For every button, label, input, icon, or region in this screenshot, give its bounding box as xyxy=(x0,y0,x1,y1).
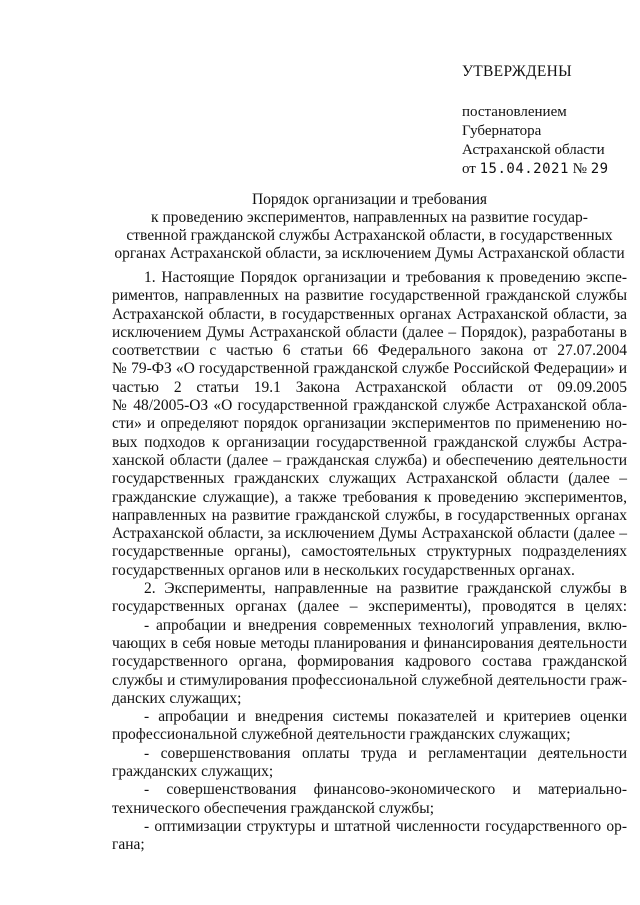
approval-date: 15.04.2021 xyxy=(479,161,569,177)
list-item-line: - апробации и внедрения современных технологий управления, вклю- xyxy=(144,616,627,634)
body-line: ханской области (далее – гражданская служба) и обеспечению деятельности xyxy=(112,451,627,469)
body-line: государственных гражданских служащих Астраханской области (далее – xyxy=(112,470,627,488)
body-line: государственных органов или в нескольких государственных органах. xyxy=(112,561,575,579)
list-item-line: - совершенствования финансово-экономического и материально- xyxy=(144,781,627,799)
approval-line: постановлением xyxy=(462,104,567,120)
body-line: Астраханской области, в государственных органах Астраханской области, за xyxy=(112,305,627,323)
body-line: 2. Эксперименты, направленные на развитие гражданской службы в xyxy=(144,580,627,598)
approval-number: 29 xyxy=(590,161,609,177)
list-item-line: чающих в себя новые методы планирования и финансирования деятельности xyxy=(112,634,627,652)
title-line: к проведению экспериментов, направленных на развитие государ- xyxy=(151,209,588,226)
document-title xyxy=(112,191,627,263)
list-item-line: - оптимизации структуры и штатной численности государственного ор- xyxy=(144,817,627,835)
list-item-line: - апробации и внедрения системы показателей и критериев оценки xyxy=(144,708,627,726)
list-item-line: службы и стимулирования профессиональной служебной деятельности граж- xyxy=(112,671,627,689)
title-line: ственной гражданской службы Астраханской области, в государственных xyxy=(126,227,613,244)
list-item-line: - совершенствования оплаты труда и регламентации деятельности xyxy=(144,744,627,762)
number-sign: № xyxy=(572,161,587,177)
title-line: Порядок организации и требования xyxy=(251,191,488,208)
list-item-line: гражданских служащих; xyxy=(112,763,274,781)
body-line: гражданские служащие), а также требования к проведению экспериментов, xyxy=(112,488,627,506)
body-line: вых подходов к организации государственной гражданской службы Астра- xyxy=(112,433,627,451)
body-line: риментов, направленных на развитие государственной гражданской службы xyxy=(112,287,627,305)
approval-line: Астраханской области xyxy=(462,142,605,158)
body-line: Астраханской области, за исключением Думы Астраханской области (далее – xyxy=(112,525,627,543)
list-item-line: государственного органа, формирования кадрового состава гражданской xyxy=(112,653,627,671)
body-line: 1. Настоящие Порядок организации и требования к проведению экспе- xyxy=(144,269,627,286)
title-line: органах Астраханской области, за исключением Думы Астраханской области xyxy=(114,245,625,262)
approval-line: Губернатора xyxy=(462,123,542,139)
list-item-line: гана; xyxy=(112,836,145,854)
body-line: частью 2 статьи 19.1 Закона Астраханской области от 09.09.2005 xyxy=(112,378,627,396)
approval-heading: УТВЕРЖДЕНЫ xyxy=(462,63,572,80)
body-line: № 48/2005-ОЗ «О государственной гражданской службе Астраханской обла- xyxy=(112,397,627,415)
date-prefix: от xyxy=(462,161,476,177)
approval-block xyxy=(462,62,632,179)
body-line: № 79-ФЗ «О государственной гражданской службе Российской Федерации» и xyxy=(112,360,627,378)
list-item-line: данских служащих; xyxy=(112,689,242,707)
body-line: соответствии с частью 6 статьи 66 Федерального закона от 27.07.2004 xyxy=(112,342,627,360)
body-line: направленных на развитие гражданской службы, в государственных органах xyxy=(112,506,627,524)
body-line: исключением Думы Астраханской области (далее – Порядок), разработаны в xyxy=(112,323,627,341)
body-line: государственные органы), самостоятельных структурных подразделениях xyxy=(112,543,627,561)
list-item-line: профессиональной служебной деятельности гражданских служащих; xyxy=(112,726,571,744)
approval-date-line xyxy=(462,160,632,179)
document-body xyxy=(112,269,627,855)
body-line: сти» и определяют порядок организации экспериментов по применению но- xyxy=(112,415,627,433)
body-line: государственных органах (далее – эксперименты), проводятся в целях: xyxy=(112,598,627,616)
list-item-line: технического обеспечения гражданской службы; xyxy=(112,799,435,817)
